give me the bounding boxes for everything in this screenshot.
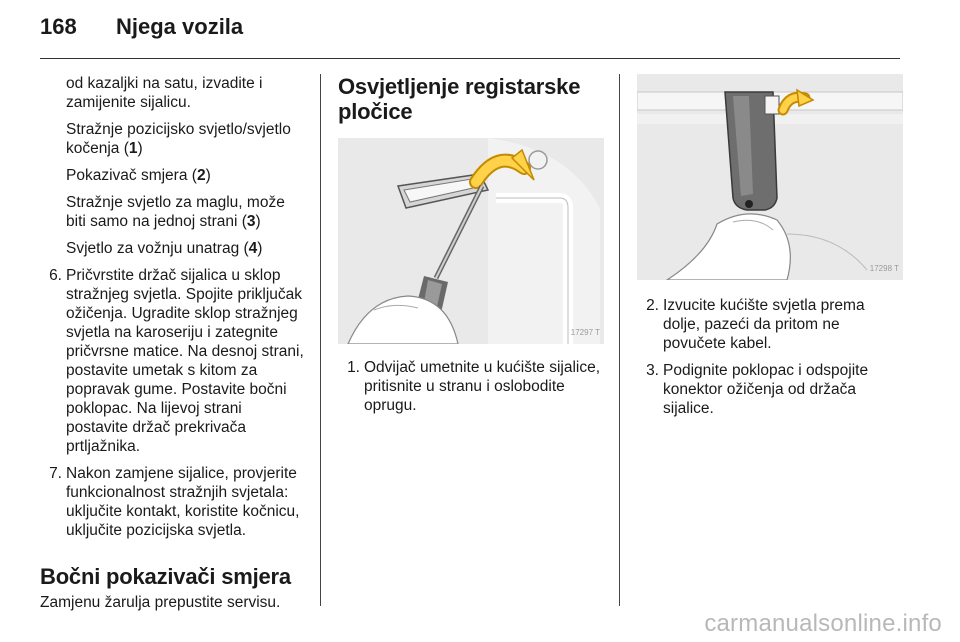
step-text: Izvucite kućište svjetla prema dolje, pazeći da pritom ne povučete kabel. <box>663 297 865 352</box>
column-divider-left <box>320 74 321 606</box>
column-right <box>637 74 903 426</box>
bulb-item-4: Svjetlo za vožnju unatrag (4) <box>66 240 263 257</box>
housing-illustration <box>637 74 903 280</box>
page-title: Njega vozila <box>116 14 244 39</box>
step-number: 3. <box>646 362 659 379</box>
column-middle <box>338 74 604 423</box>
section-heading-side-indicators: Bočni pokazivači smjera <box>40 564 291 589</box>
step-7 <box>40 464 306 540</box>
step-text: Odvijač umetnite u kućište sijalice, pritisnite u stranu i oslobodite oprugu. <box>364 359 601 414</box>
step-number: 1. <box>347 359 360 376</box>
figure-code: 17297 T <box>570 328 600 337</box>
step-6 <box>40 266 306 456</box>
step-text: Pričvrstite držač sijalica u sklop stražnjeg svjetla. Spojite priključak ožičenja. Ugradite sklop stražnjeg svjetla na karoseriju i zategnite pričvrsne matice. Na desnoj strani, postavite umetak s kitom za popravak gume. Postavite bočni poklopac. Na lijevoj strani postavite držač prekrivača prtljažnika. <box>66 267 304 455</box>
column-divider-right <box>619 74 620 606</box>
figure-screwdriver-plate-light <box>338 138 604 344</box>
bulb-item-3: Stražnje svjetlo za maglu, može biti samo na jednoj strani (3) <box>66 194 285 230</box>
continued-instruction: od kazaljki na satu, izvadite i zamijenite sijalicu. <box>66 75 263 111</box>
step-2 <box>637 296 903 353</box>
watermark: carmanualsonline.info <box>704 610 942 637</box>
figure-light-housing <box>637 74 903 280</box>
bulb-item-1: Stražnje pozicijsko svjetlo/svjetlo kočenja (1) <box>66 121 291 157</box>
step-number: 6. <box>49 267 62 284</box>
page-header <box>40 14 243 40</box>
column-left <box>40 74 306 612</box>
screwdriver-illustration <box>338 138 604 344</box>
step-text: Nakon zamjene sijalice, provjerite funkcionalnost stražnjih svjetala: uključite kontakt, koristite kočnicu, uključite pozicijska svjetla. <box>66 465 300 539</box>
section-text: Zamjenu žarulja prepustite servisu. <box>40 594 281 611</box>
section-heading-plate-light: Osvjetljenje registarske pločice <box>338 74 581 124</box>
step-number: 7. <box>49 465 62 482</box>
step-1 <box>338 358 604 415</box>
step-number: 2. <box>646 297 659 314</box>
figure-code: 17298 T <box>869 264 899 273</box>
step-3 <box>637 361 903 418</box>
bulb-item-2: Pokazivač smjera (2) <box>66 167 211 184</box>
step-text: Podignite poklopac i odspojite konektor ožičenja od držača sijalice. <box>663 362 869 417</box>
page-number: 168 <box>40 14 77 39</box>
header-rule <box>40 58 900 59</box>
